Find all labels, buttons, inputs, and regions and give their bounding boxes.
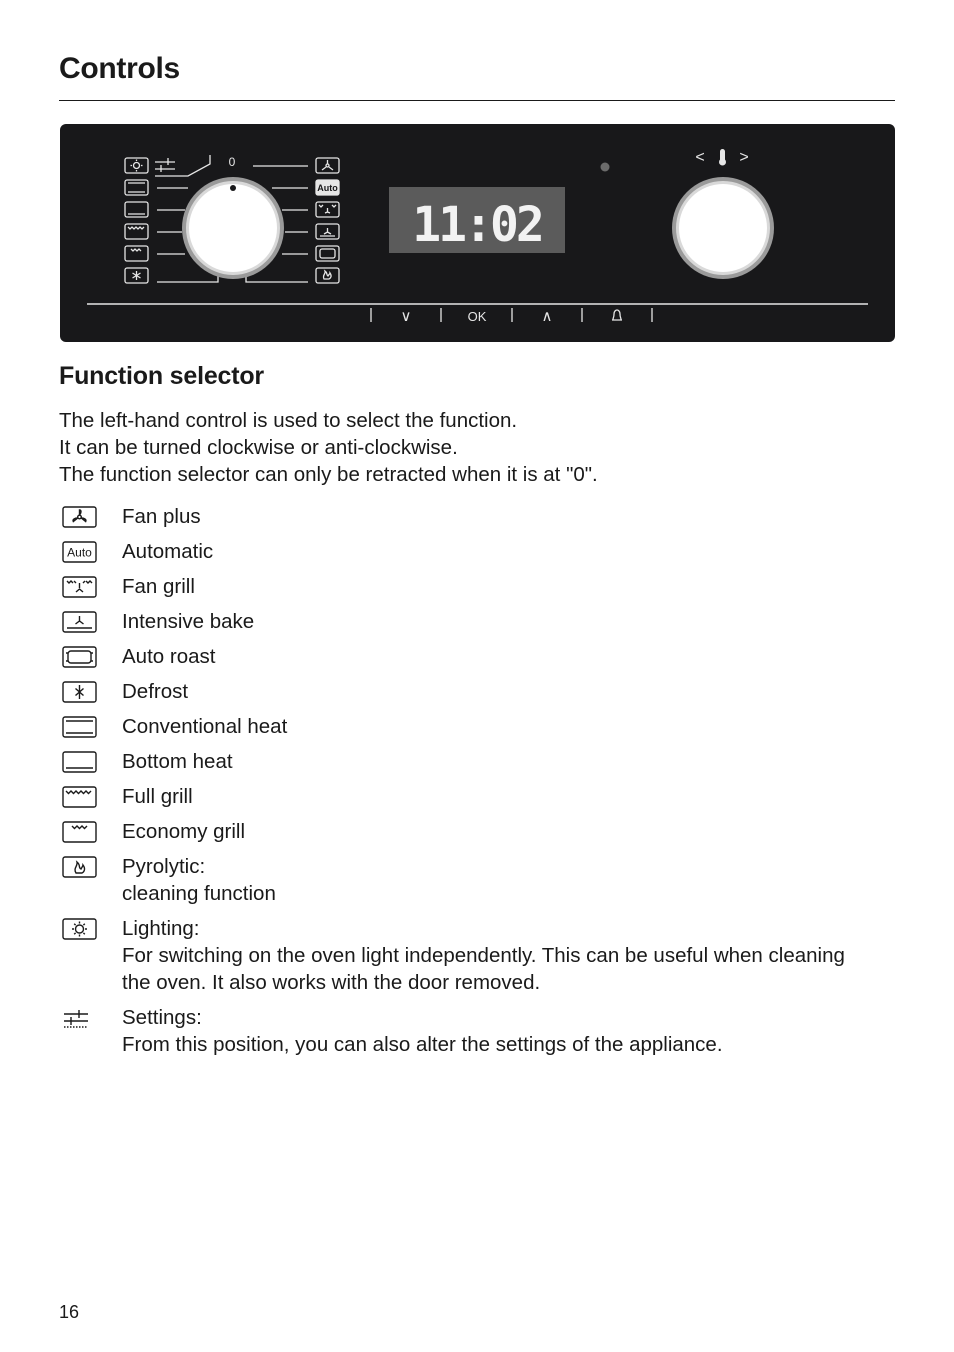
- function-label: Economy grill: [122, 820, 246, 843]
- up-button[interactable]: ∧: [541, 308, 553, 325]
- auto-roast-icon: [62, 645, 98, 669]
- thermometer-icon: [719, 149, 726, 166]
- temperature-selector-knob[interactable]: [672, 177, 774, 279]
- panel-auto-label: Auto: [317, 183, 338, 193]
- fan-grill-icon: [62, 575, 98, 599]
- list-item: [62, 748, 862, 775]
- list-item: [62, 503, 862, 530]
- function-label: Auto roast: [122, 645, 216, 668]
- control-panel-illustration: [60, 124, 895, 342]
- bottom-heat-icon: [62, 750, 98, 774]
- list-item: [62, 783, 862, 810]
- function-label: Fan grill: [122, 575, 195, 598]
- function-label: Automatic: [122, 540, 214, 563]
- title-divider: [59, 100, 895, 101]
- list-item: [62, 538, 862, 565]
- function-list: [62, 503, 862, 1066]
- oven-control-panel: [60, 124, 895, 342]
- function-label: Fan plus: [122, 505, 201, 528]
- sensor-indicator: [601, 163, 610, 172]
- list-item: [62, 915, 862, 996]
- section-title: Function selector: [59, 362, 264, 390]
- list-item: [62, 608, 862, 635]
- page-number: 16: [59, 1302, 80, 1322]
- list-item: [62, 1004, 862, 1058]
- intensive-bake-icon: [62, 610, 98, 634]
- defrost-icon: [62, 680, 98, 704]
- panel-right-icons: [316, 158, 339, 283]
- function-label: Conventional heat: [122, 715, 288, 738]
- function-label: Settings:: [122, 1006, 202, 1029]
- page-title: Controls: [59, 52, 180, 85]
- intro-line: It can be turned clockwise or anti-clockwise.: [59, 436, 458, 459]
- temperature-right-arrow[interactable]: >: [739, 149, 749, 166]
- function-detail: For switching on the oven light independently. This can be useful when cleaning the oven. It also works with the door removed.: [122, 944, 845, 994]
- function-label: Lighting:: [122, 917, 200, 940]
- list-item: [62, 713, 862, 740]
- function-label: Pyrolytic:: [122, 855, 206, 878]
- intro-line: The function selector can only be retracted when it is at "0".: [59, 463, 598, 486]
- list-item: [62, 818, 862, 845]
- function-label: Intensive bake: [122, 610, 255, 633]
- intro-text: [59, 407, 598, 488]
- list-item: [62, 853, 862, 907]
- intro-line: The left-hand control is used to select the function.: [59, 409, 518, 432]
- panel-left-icons: [125, 158, 175, 283]
- auto-icon-label: Auto: [67, 545, 92, 560]
- list-item: [62, 678, 862, 705]
- auto-icon: [62, 540, 98, 564]
- down-button[interactable]: ∨: [400, 308, 412, 325]
- function-selector-knob[interactable]: [182, 177, 284, 279]
- function-detail: cleaning function: [122, 882, 276, 905]
- ok-button[interactable]: OK: [467, 309, 487, 324]
- selector-zero-label: 0: [228, 155, 236, 169]
- timer-bell-icon[interactable]: [612, 310, 622, 320]
- function-detail: From this position, you can also alter the settings of the appliance.: [122, 1033, 723, 1056]
- function-label: Bottom heat: [122, 750, 233, 773]
- lighting-icon: [62, 917, 98, 941]
- full-grill-icon: [62, 785, 98, 809]
- clock-display-time: 11:02: [412, 197, 542, 253]
- pyrolytic-icon: [62, 855, 98, 879]
- list-item: [62, 643, 862, 670]
- function-label: Defrost: [122, 680, 189, 703]
- settings-icon: [62, 1006, 98, 1030]
- conventional-heat-icon: [62, 715, 98, 739]
- list-item: [62, 573, 862, 600]
- economy-grill-icon: [62, 820, 98, 844]
- temperature-left-arrow[interactable]: <: [695, 149, 705, 166]
- fan-plus-icon: [62, 505, 98, 529]
- function-label: Full grill: [122, 785, 193, 808]
